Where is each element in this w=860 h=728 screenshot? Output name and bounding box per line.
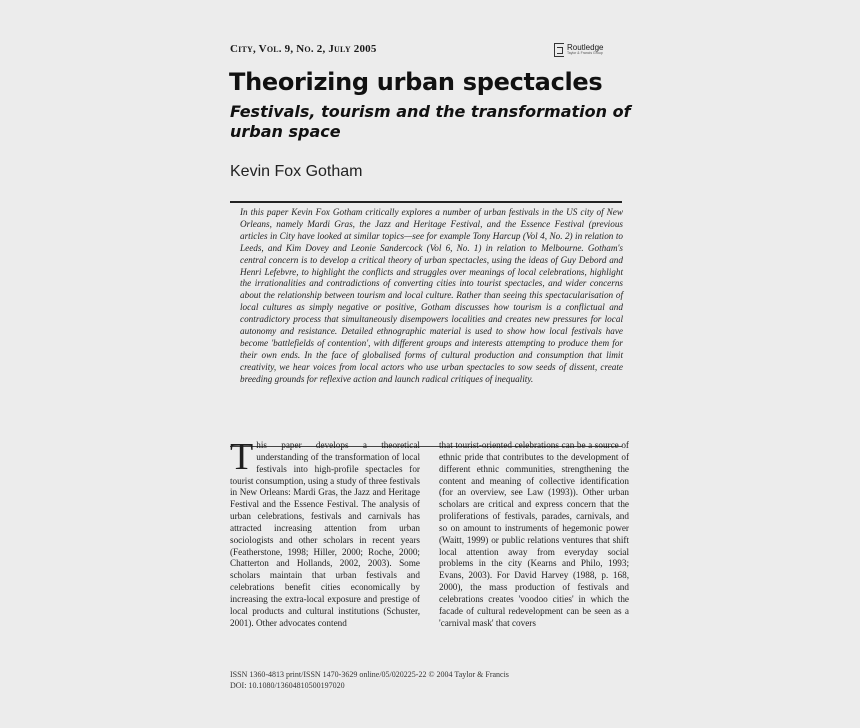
page-footer: [230, 670, 509, 691]
article-title: Theorizing urban spectacles: [229, 68, 603, 96]
journal-citation: City, Vol. 9, No. 2, July 2005: [230, 43, 377, 55]
article-subtitle: Festivals, tourism and the transformation of urban space: [230, 102, 631, 141]
routledge-logo-icon: [554, 43, 564, 57]
abstract-top-rule: [230, 201, 622, 203]
article-abstract: In this paper Kevin Fox Gotham critically explores a number of urban festivals in the US city of New Orleans, namely Mardi Gras, the Jazz and Heritage Festival, and the Essence Festival (previous articles in City have looked at similar topics—see for example Tony Harcup (Vol 4, No. 2) in relation to Leeds, and Kim Dovey and Leonie Sandercock (Vol 6, No. 1) in relation to Melbourne. Gotham's central concern is to develop a critical theory of urban spectacles, using the ideas of Guy Debord and Henri Lefebvre, to highlight the conflicts and struggles over meanings of local celebrations, highlight the irrationalities and contradictions of converting cities into tourist spectacles, and wider concerns about the relationship between tourism and local culture. Rather than seeing this spectacularisation of local cultures as simply negative or positive, Gotham discusses how tourism is a conflictual and contradictory process that simultaneously disempowers localities and creates new pressures for local autonomy and resistance. Detailed ethnographic material is used to show how local festivals have become 'battlefields of contention', with different groups and interests attempting to produce them for their own ends. In the face of globalised forms of cultural production and consumption that limit creativity, we hear voices from local actors who use urban spectacles to sow seeds of dissent, create breeding grounds for reflexive action and launch radical critiques of inequality.: [240, 207, 623, 384]
doi-line: DOI: 10.1080/13604810500197020: [230, 680, 345, 690]
body-column-right: that tourist-oriented celebrations can be a source of ethnic pride that contributes to the development of different ethnic communities, strengthening the content and meaning of collective identification (for an overview, see Law (1993)). Other urban scholars are critical and express concern that the proliferations of festivals, parades, carnivals, and so on amount to instruments of hegemonic power (Waitt, 1999) or public relations ventures that shift local attention away from everyday social problems in the city (Kearns and Philo, 1993; Evans, 2003). For David Harvey (1988, p. 168, 2000), the mass production of festivals and celebrations creates 'voodoo cities' in which the facade of cultural redevelopment can be seen as a 'carnival mask' that covers: [439, 440, 629, 628]
publisher-subtitle: Taylor & Francis Group: [567, 51, 603, 56]
document-page: [210, 0, 650, 728]
body-column-left: [230, 436, 420, 630]
article-author: Kevin Fox Gotham: [230, 163, 363, 180]
issn-line: ISSN 1360-4813 print/ISSN 1470-3629 online/05/020225-22 © 2004 Taylor & Francis: [230, 670, 509, 679]
publisher-name: Routledge: [567, 43, 604, 53]
publisher-logo: [554, 41, 614, 59]
drop-cap: T: [230, 436, 254, 478]
body-text-left: his paper develops a theoretical understanding of the transformation of local festivals into high-profile spectacles for tourist consumption, using a study of three festivals in New Orleans: Mardi Gras, the Jazz and Heritage Festival and the Essence Festival. The analysis of urban celebrations, festivals and carnivals has attracted increasing attention from urban sociologists and other scholars in recent years (Featherstone, 1998; Hiller, 2000; Roche, 2000; Chatterton and Hollands, 2002, 2003). Some scholars maintain that urban festivals and celebrations benefit cities economically by increasing the extra-local exposure and prestige of local products and cultural institutions (Schuster, 2001). Other advocates contend: [230, 440, 420, 628]
